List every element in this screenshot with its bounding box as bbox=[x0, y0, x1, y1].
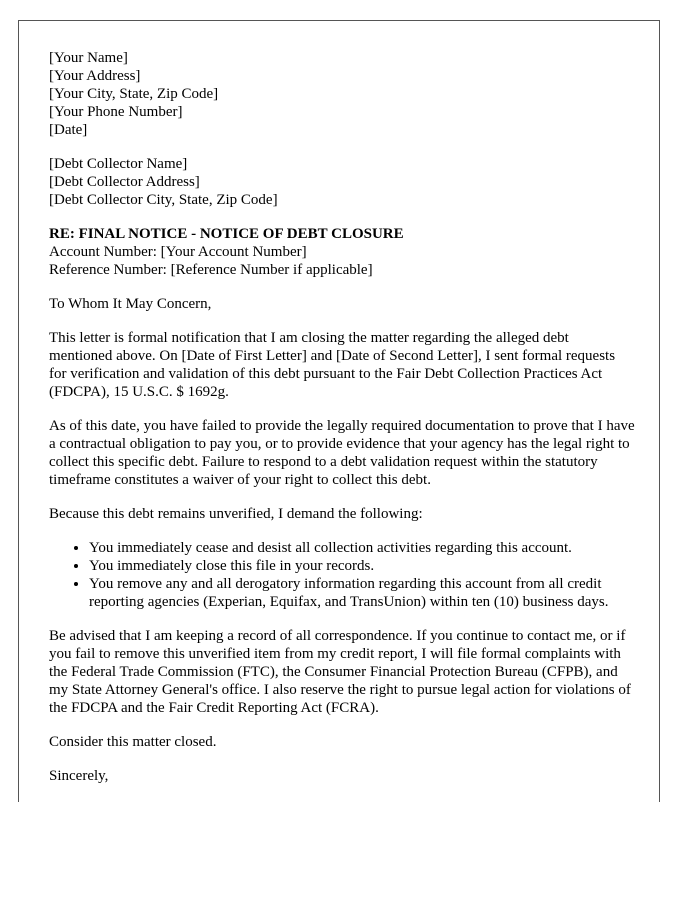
demands-list bbox=[49, 539, 635, 611]
letter-date: [Date] bbox=[49, 122, 88, 138]
body-paragraph-2: As of this date, you have failed to provide the legally required documentation to prove that I have a contractual obligation to pay you, or to provide evidence that your agency has the legal right to collect this specific debt. Failure to respond to a debt validation request within the statutory timeframe constitutes a waiver of your right to collect this debt. bbox=[49, 418, 635, 488]
closing-paragraph-1: Be advised that I am keeping a record of all correspondence. If you continue to contact me, or if you fail to remove this unverified item from my credit report, I will file formal complaints with the Federal Trade Commission (FTC), the Consumer Financial Protection Bureau (CFPB), and my State Attorney General's office. I also reserve the right to pursue legal action for violations of the FDCPA and the Fair Credit Reporting Act (FCRA). bbox=[49, 628, 631, 716]
subject-block bbox=[49, 225, 635, 279]
demand-item: • You remove any and all derogatory information regarding this account from all credit reporting agencies (Experian, Equifax, and TransUnion) within ten (10) business days. bbox=[89, 575, 635, 611]
subject-title: RE: FINAL NOTICE - NOTICE OF DEBT CLOSURE bbox=[49, 226, 404, 242]
recipient-block bbox=[49, 155, 635, 209]
demand-item: • You immediately cease and desist all collection activities regarding this account. bbox=[89, 539, 635, 557]
signoff: Sincerely, bbox=[49, 768, 109, 784]
body-paragraph-1: This letter is formal notification that I am closing the matter regarding the alleged debt mentioned above. On [Date of First Letter] and [Date of Second Letter], I sent formal requests for verification and validation of this debt pursuant to the Fair Debt Collection Practices Act (FDCPA), 15 U.S.C. $ 1692g. bbox=[49, 330, 616, 400]
recipient-address: [Debt Collector Address] bbox=[49, 174, 200, 190]
letter-page bbox=[18, 20, 660, 802]
sender-name: [Your Name] bbox=[49, 50, 128, 66]
letter-content bbox=[49, 49, 635, 801]
account-number: Account Number: [Your Account Number] bbox=[49, 244, 307, 260]
salutation: To Whom It May Concern, bbox=[49, 296, 212, 312]
recipient-name: [Debt Collector Name] bbox=[49, 156, 188, 172]
recipient-city-state-zip: [Debt Collector City, State, Zip Code] bbox=[49, 192, 278, 208]
body-paragraph-3: Because this debt remains unverified, I demand the following: bbox=[49, 506, 423, 522]
sender-city-state-zip: [Your City, State, Zip Code] bbox=[49, 86, 219, 102]
demand-item: • You immediately close this file in your records. bbox=[89, 557, 635, 575]
sender-address: [Your Address] bbox=[49, 68, 141, 84]
reference-number: Reference Number: [Reference Number if applicable] bbox=[49, 262, 373, 278]
sender-block bbox=[49, 49, 635, 139]
sender-phone: [Your Phone Number] bbox=[49, 104, 183, 120]
closing-paragraph-2: Consider this matter closed. bbox=[49, 734, 217, 750]
